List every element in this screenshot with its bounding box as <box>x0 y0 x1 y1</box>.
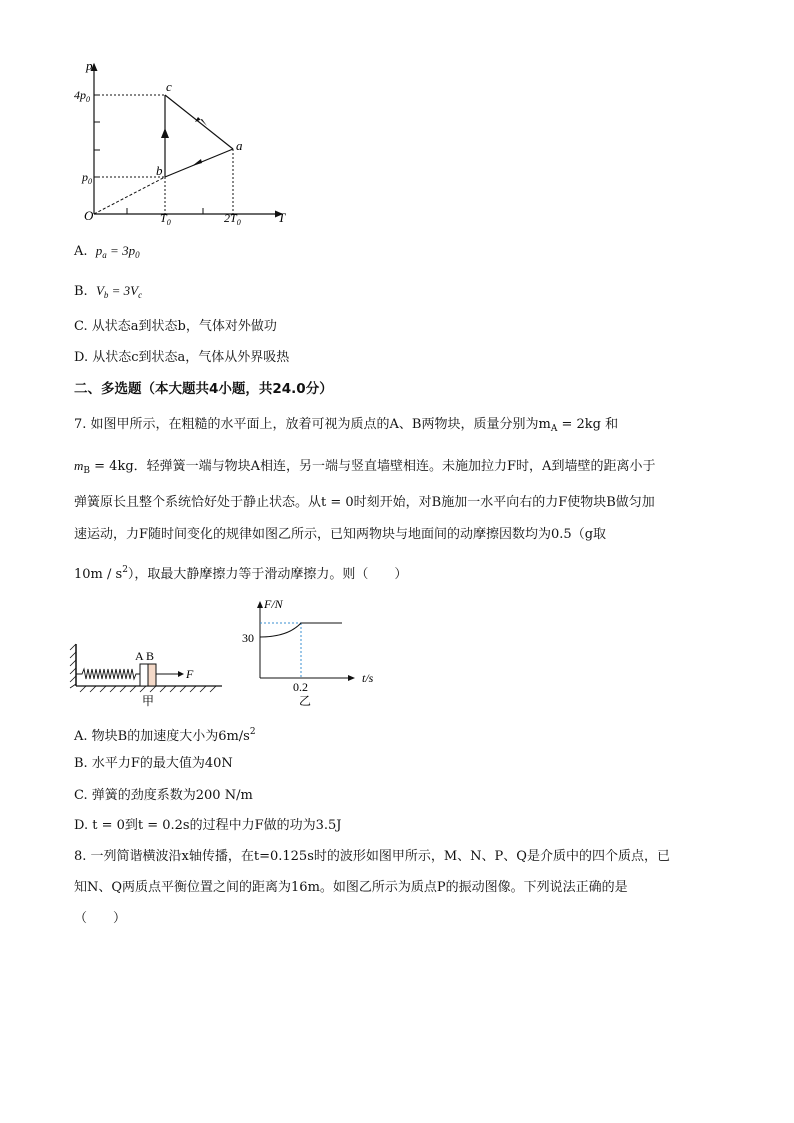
q6-option-c: C. 从状态a到状态b，气体对外做功 <box>74 319 277 334</box>
point-a-label: a <box>236 138 243 153</box>
q7-line-3: 弹簧原长且整个系统恰好处于静止状态。从t = 0时刻开始，对B施加一水平向右的力F使物块B做匀加 <box>74 495 655 510</box>
q6-option-d: D. 从状态c到状态a，气体从外界吸热 <box>74 350 290 365</box>
origin-line <box>94 177 165 214</box>
origin-label: O <box>84 208 94 223</box>
pt-graph <box>70 58 300 228</box>
q7-option-d: D. t = 0到t = 0.2s的过程中力F做的功为3.5J <box>74 818 342 833</box>
tick-4p0: $4p_0$ <box>74 88 90 104</box>
tick-2t0: $2T_0$ <box>224 211 241 227</box>
p-axis-label: p <box>86 58 93 73</box>
q6-option-a: A. $p_a = 3p_0$ <box>74 243 140 260</box>
force-label: F <box>186 667 194 681</box>
q7-option-b: B. 水平力F的最大值为40N <box>74 756 233 771</box>
point-c-label: c <box>166 79 172 94</box>
figure-yi <box>238 594 388 710</box>
q7-option-c: C. 弹簧的劲度系数为200 N/m <box>74 788 253 803</box>
q7-option-a: A. 物块B的加速度大小为$6m/s^2$ <box>74 727 256 744</box>
section-heading: 二、多选题（本大题共4小题，共24.0分） <box>74 381 333 397</box>
q8-line-3: （ ） <box>74 911 127 926</box>
blocks-label: A B <box>135 649 155 663</box>
point-b-label: b <box>156 163 163 178</box>
process-ca <box>165 95 233 149</box>
q8-line-2: 知N、Q两质点平衡位置之间的距离为16m。如图乙所示为质点P的振动图像。下列说法正确的是 <box>74 880 628 895</box>
spring <box>76 669 140 679</box>
tick-t0: $T_0$ <box>160 211 171 227</box>
x-tick-02: 0.2 <box>293 680 308 694</box>
q6-option-b: B. $V_b = 3V_c$ <box>74 283 143 300</box>
y-tick-30: 30 <box>242 631 254 645</box>
q7-line-4: 速运动，力F随时间变化的规律如图乙所示，已知两物块与地面间的动摩擦因数均为0.5（g取 <box>74 527 607 542</box>
block-a <box>140 664 148 686</box>
f-axis-label: F/N <box>264 597 283 611</box>
t-axis-label: T <box>278 210 286 225</box>
caption-yi: 乙 <box>299 694 312 708</box>
force-curve <box>260 623 342 637</box>
q7-line-1: 7. 如图甲所示，在粗糙的水平面上，放着可视为质点的A、B两物块，质量分别为$m_A = 2kg$ 和 <box>74 417 619 434</box>
t-axis-label-2: t/s <box>362 671 374 685</box>
figure-jia <box>66 638 231 710</box>
q7-line-2: $m_B = 4kg$．轻弹簧一端与物块A相连，另一端与竖直墙壁相连。未施加拉力F时，A到墙壁的距离小于 <box>74 458 656 476</box>
q7-line-5: $10m / s^2$），取最大静摩擦力等于滑动摩擦力。则（ ） <box>74 565 408 582</box>
tick-p0: $p_0$ <box>82 170 92 186</box>
block-b <box>148 664 156 686</box>
q8-line-1: 8. 一列简谐横波沿x轴传播，在t=0.125s时的波形如图甲所示，M、N、P、Q是介质中的四个质点，已 <box>74 849 670 864</box>
caption-jia: 甲 <box>142 694 155 708</box>
